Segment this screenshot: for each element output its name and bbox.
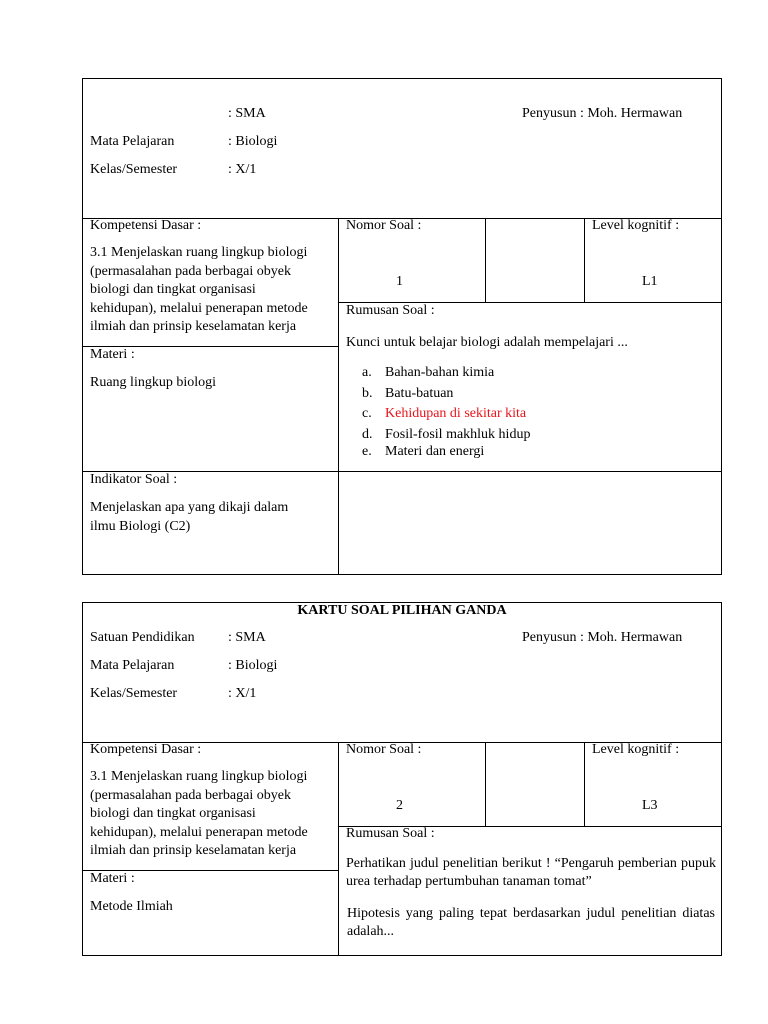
card1-materi-value: Ruang lingkup biologi bbox=[90, 375, 216, 390]
card2-nomor-box-right bbox=[485, 742, 486, 827]
card1-option-e-text: Materi dan energi bbox=[385, 444, 485, 459]
card2-satuan-label: Satuan Pendidikan bbox=[90, 630, 195, 645]
card2-kompetensi-line-3: biologi dan tingkat organisasi bbox=[90, 806, 256, 821]
card1-option-d-letter: d. bbox=[362, 427, 373, 442]
card2-level-value: L3 bbox=[642, 798, 658, 813]
card2-kelas-value: : X/1 bbox=[228, 686, 257, 701]
card2-mapel-value: : Biologi bbox=[228, 658, 278, 673]
card2-kompetensi-line-2: (permasalahan pada berbagai obyek bbox=[90, 788, 291, 803]
card2-kompetensi-line-5: ilmiah dan prinsip keselamatan kerja bbox=[90, 843, 297, 858]
card1-option-a-text: Bahan-bahan kimia bbox=[385, 365, 495, 380]
card2-kompetensi-label: Kompetensi Dasar : bbox=[90, 742, 202, 757]
card2-nomor-label: Nomor Soal : bbox=[346, 742, 422, 757]
card1-rumusan-label: Rumusan Soal : bbox=[346, 303, 435, 318]
card2-materi-value: Metode Ilmiah bbox=[90, 899, 173, 914]
card1-mapel-label: Mata Pelajaran bbox=[90, 134, 175, 149]
card1-level-value: L1 bbox=[642, 274, 658, 289]
card1-kompetensi-line-1: 3.1 Menjelaskan ruang lingkup biologi bbox=[90, 245, 308, 260]
card1-kompetensi-line-5: ilmiah dan prinsip keselamatan kerja bbox=[90, 319, 297, 334]
card1-level-box-left bbox=[584, 218, 585, 303]
card1-option-c-letter: c. bbox=[362, 406, 372, 421]
card1-nomor-value: 1 bbox=[396, 274, 403, 289]
card1-indikator-line-1: Menjelaskan apa yang dikaji dalam bbox=[90, 500, 289, 515]
card1-column-divider bbox=[338, 218, 339, 574]
card1-indikator-line-2: ilmu Biologi (C2) bbox=[90, 519, 191, 534]
card2-level-box-left bbox=[584, 742, 585, 827]
card1-rumusan-bottom bbox=[82, 471, 722, 472]
card1-option-a-letter: a. bbox=[362, 365, 372, 380]
card1-kompetensi-line-2: (permasalahan pada berbagai obyek bbox=[90, 264, 291, 279]
card1-kelas-value: : X/1 bbox=[228, 162, 257, 177]
card2-hipotesis-text: Hipotesis yang paling tepat berdasarkan judul penelitian diatas adalah... bbox=[347, 906, 715, 939]
card2-rumusan-label: Rumusan Soal : bbox=[346, 826, 435, 841]
card1-penyusun: Penyusun : Moh. Hermawan bbox=[522, 106, 683, 121]
card2-level-label: Level kognitif : bbox=[592, 742, 680, 757]
card1-option-b-text: Batu-batuan bbox=[385, 386, 454, 401]
card2-question-text: Perhatikan judul penelitian berikut ! “Pengaruh pemberian pupuk urea terhadap pertumbuhan tanaman tomat” bbox=[346, 856, 716, 889]
card1-nomor-box-right bbox=[485, 218, 486, 303]
card1-nomor-label: Nomor Soal : bbox=[346, 218, 422, 233]
card1-materi-label: Materi : bbox=[90, 347, 135, 362]
card1-option-d-text: Fosil-fosil makhluk hidup bbox=[385, 427, 531, 442]
card1-option-b-letter: b. bbox=[362, 386, 373, 401]
card1-satuan-value: : SMA bbox=[228, 106, 266, 121]
card1-kelas-label: Kelas/Semester bbox=[90, 162, 178, 177]
card1-option-c-text-correct: Kehidupan di sekitar kita bbox=[385, 406, 527, 421]
card2-kompetensi-line-4: kehidupan), melalui penerapan metode bbox=[90, 825, 308, 840]
card1-question: Kunci untuk belajar biologi adalah mempelajari ... bbox=[346, 335, 628, 350]
card2-mapel-label: Mata Pelajaran bbox=[90, 658, 175, 673]
card2-title: KARTU SOAL PILIHAN GANDA bbox=[297, 603, 507, 618]
card1-kompetensi-line-4: kehidupan), melalui penerapan metode bbox=[90, 301, 308, 316]
card2-nomor-value: 2 bbox=[396, 798, 403, 813]
card2-kelas-label: Kelas/Semester bbox=[90, 686, 178, 701]
card1-kompetensi-label: Kompetensi Dasar : bbox=[90, 218, 202, 233]
card1-option-e-letter: e. bbox=[362, 444, 372, 459]
card2-satuan-value: : SMA bbox=[228, 630, 266, 645]
card1-indikator-label: Indikator Soal : bbox=[90, 472, 178, 487]
card1-level-label: Level kognitif : bbox=[592, 218, 680, 233]
card2-materi-label: Materi : bbox=[90, 871, 135, 886]
card1-mapel-value: : Biologi bbox=[228, 134, 278, 149]
card2-kompetensi-line-1: 3.1 Menjelaskan ruang lingkup biologi bbox=[90, 769, 308, 784]
card2-column-divider bbox=[338, 742, 339, 955]
card1-kompetensi-line-3: biologi dan tingkat organisasi bbox=[90, 282, 256, 297]
card2-penyusun: Penyusun : Moh. Hermawan bbox=[522, 630, 683, 645]
